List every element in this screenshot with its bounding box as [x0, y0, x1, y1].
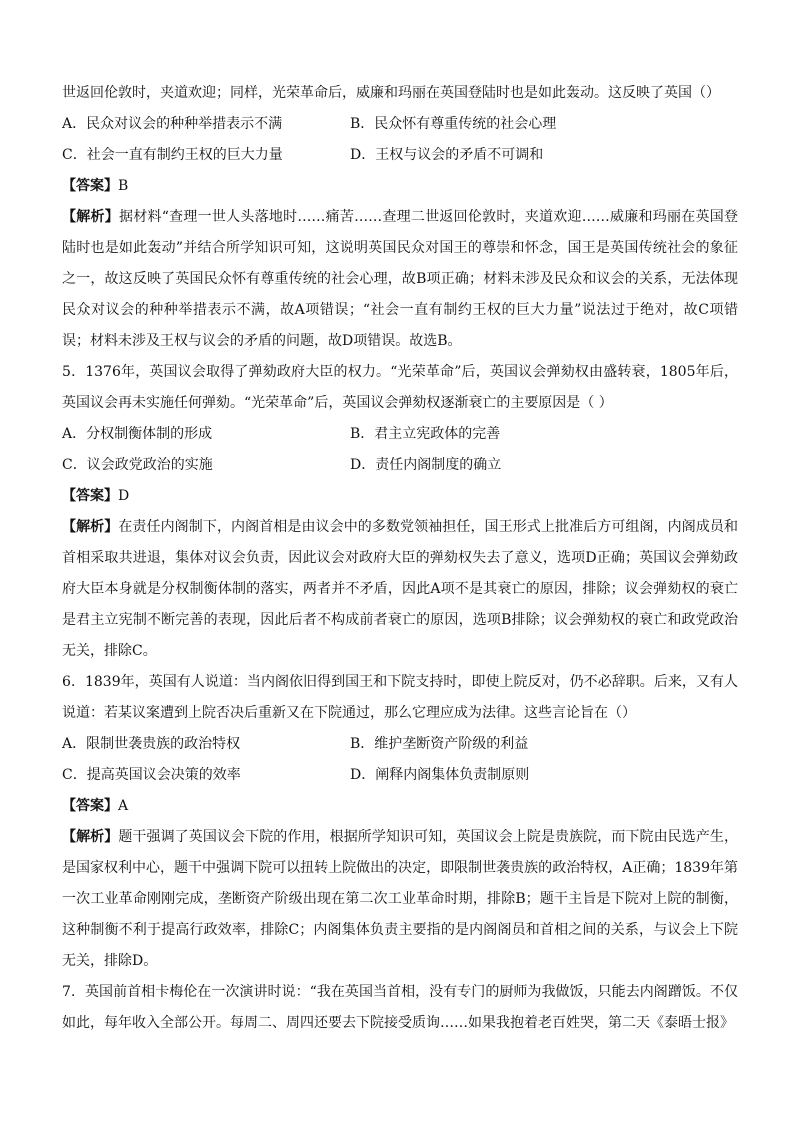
q6-option-b: B．维护垄断资产阶级的利益 — [350, 736, 529, 752]
document-page — [62, 78, 738, 1039]
q4-options-row-1 — [62, 109, 738, 140]
analysis-tag: 【解析】 — [62, 519, 119, 535]
q4-options-row-2 — [62, 140, 738, 171]
q5-options-row-1 — [62, 419, 738, 450]
q4-stem: 世返回伦敦时，夹道欢迎；同样，光荣革命后，威廉和玛丽在英国登陆时也是如此轰动。这反映了英国（） — [62, 85, 720, 101]
q5-options-row-2 — [62, 450, 738, 481]
q5-option-c: C．议会政党政治的实施 — [62, 457, 213, 473]
q6-analysis-text: 题干强调了英国议会下院的作用，根据所学知识可知，英国议会上院是贵族院，而下院由民选产生，是国家权利中心，题干中强调下院可以扭转上院做出的决定，即限制世袭贵族的政治特权，A正确；1839年第一次工业革命刚刚完成，垄断资产阶级出现在第二次工业革命时期，排除B；题干主旨是下院对上院的制衡，这种制衡不利于提高行政效率，排除C；内阁集体负责主要指的是内阁阁员和首相之间的关系，与议会上下院无关，排除D。 — [62, 829, 739, 969]
q5-option-b: B．君主立宪政体的完善 — [350, 426, 501, 442]
analysis-tag: 【解析】 — [62, 209, 119, 225]
q4-option-b: B．民众怀有尊重传统的社会心理 — [350, 116, 557, 132]
q4-answer — [62, 171, 738, 202]
q5-option-a: A．分权制衡体制的形成 — [62, 426, 213, 442]
answer-tag: 【答案】 — [62, 488, 118, 504]
analysis-tag: 【解析】 — [62, 829, 119, 845]
q4-option-a: A．民众对议会的种种举措表示不满 — [62, 116, 283, 132]
q6-stem: 6．1839年，英国有人说道：当内阁依旧得到国王和下院支持时，即使上院反对，仍不必辞职。后来，又有人说道：若某议案遭到上院否决后重新又在下院通过，那么它理应成为法律。这些言论旨在（） — [62, 674, 738, 721]
answer-tag: 【答案】 — [62, 798, 118, 814]
q5-option-d: D．责任内阁制度的确立 — [350, 457, 502, 473]
q6-options-row-1 — [62, 729, 738, 760]
answer-tag: 【答案】 — [62, 178, 118, 194]
q4-analysis — [62, 202, 738, 357]
q6-options-row-2 — [62, 760, 738, 791]
q6-analysis — [62, 822, 738, 977]
q6-answer — [62, 791, 738, 822]
q5-analysis-text: 在责任内阁制下，内阁首相是由议会中的多数党领袖担任，国王形式上批准后方可组阁，内阁成员和首相采取共进退，集体对议会负责，因此议会对政府大臣的弹劾权失去了意义，选项D正确；英国议会弹劾政府大臣本身就是分权制衡体制的落实，两者并不矛盾，因此A项不是其衰亡的原因，排除；议会弹劾权的衰亡是君主立宪制不断完善的表现，因此后者不构成前者衰亡的原因，选项B排除；议会弹劾权的衰亡和政党政治无关，排除C。 — [62, 519, 739, 659]
q6-option-a: A．限制世袭贵族的政治特权 — [62, 736, 241, 752]
q5-analysis — [62, 512, 738, 667]
q4-answer-value: B — [118, 178, 129, 194]
q5-answer-value: D — [118, 488, 130, 504]
q6-option-d: D．阐释内阁集体负责制原则 — [350, 767, 530, 783]
q4-option-c: C．社会一直有制约王权的巨大力量 — [62, 147, 283, 163]
q4-option-d: D．王权与议会的矛盾不可调和 — [350, 147, 544, 163]
q5-answer — [62, 481, 738, 512]
q6-answer-value: A — [118, 798, 129, 814]
q6-option-c: C．提高英国议会决策的效率 — [62, 767, 241, 783]
q7-stem: 7．英国前首相卡梅伦在一次演讲时说：“我在英国当首相，没有专门的厨师为我做饭，只能去内阁蹭饭。不仅如此，每年收入全部公开。每周二、周四还要去下院接受质询……如果我抱着老百姓哭，第二天《泰晤士报》 — [62, 984, 738, 1031]
q4-analysis-text: 据材料“查理一世人头落地时……痛苦……查理二世返回伦敦时，夹道欢迎……威廉和玛丽在英国登陆时也是如此轰动”并结合所学知识可知，这说明英国民众对国王的尊崇和怀念，国王是英国传统社会的象征之一，故这反映了英国民众怀有尊重传统的社会心理，故B项正确；材料未涉及民众和议会的关系，无法体现民众对议会的种种举措表示不满，故A项错误；“社会一直有制约王权的巨大力量”说法过于绝对，故C项错误；材料未涉及王权与议会的矛盾的问题，故D项错误。故选B。 — [62, 209, 739, 349]
q5-stem: 5．1376年，英国议会取得了弹劾政府大臣的权力。“光荣革命”后，英国议会弹劾权由盛转衰，1805年后，英国议会再未实施任何弹劾。“光荣革命”后，英国议会弹劾权逐渐衰亡的主要原因是（ ） — [62, 364, 738, 411]
